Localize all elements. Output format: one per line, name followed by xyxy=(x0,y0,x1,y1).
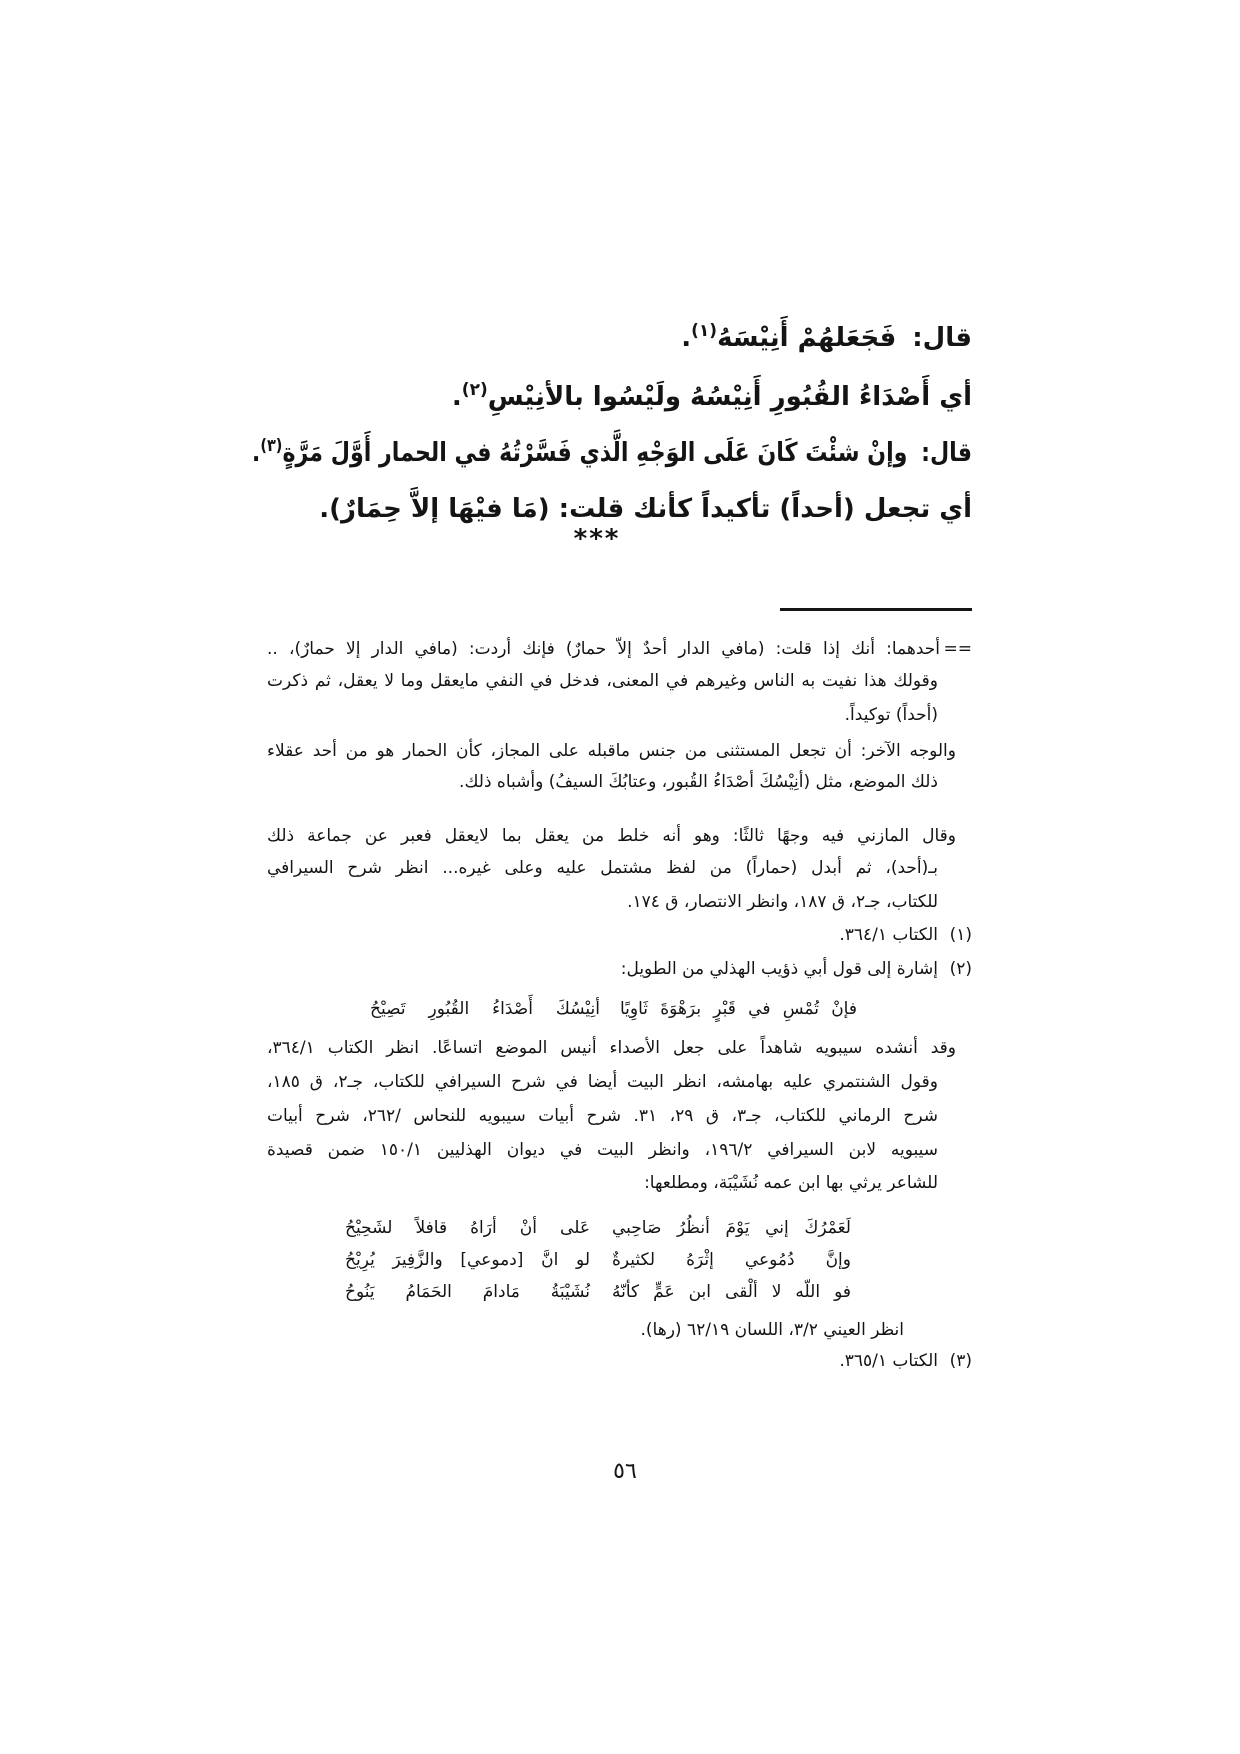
poem-hemistich: نُشَيْبَةُ مَادامَ الحَمَامُ يَنُوحُ xyxy=(345,1282,590,1302)
line-end-punct: . xyxy=(251,438,261,468)
verse-hemistich: أنِيْسُكَ أَصْدَاءُ القُبُورِ تَصِيْحُ xyxy=(370,999,600,1019)
footnote-ref: (٢) xyxy=(461,380,488,400)
main-text-line xyxy=(252,318,972,361)
footnote-line: الكتاب ٣٦٤/١. xyxy=(839,925,938,945)
footnote-line: شرح الرماني للكتاب، جـ٣، ق ٢٩، ٣١. شرح أبيات سيبويه للنحاس /٢٦٢، شرح أبيات xyxy=(267,1106,938,1126)
footnote-marker: (٣) xyxy=(949,1351,972,1371)
footnote-rule xyxy=(780,608,972,611)
footnote-marker: (١) xyxy=(949,925,972,945)
footnote-line: وقد أنشده سيبويه شاهداً على جعل الأصداء أنيس الموضع اتساعًا. انظر الكتاب ٣٦٤/١، xyxy=(267,1038,956,1058)
footnote-line: للكتاب، جـ٢، ق ١٨٧، وانظر الانتصار، ق ١٧٤. xyxy=(627,892,938,912)
main-text: وإنْ شئْتَ كَانَ عَلَى الوَجْهِ الَّذي فَسَّرْتُهُ في الحمار أَوَّلَ مَرَّةٍ xyxy=(282,438,908,468)
footnote-line: والوجه الآخر: أن تجعل المستثنى من جنس ماقبله على المجاز، كأن الحمار هو من أحد عقلاء xyxy=(267,741,956,761)
section-separator: *** xyxy=(573,524,621,554)
qala-label: قال: xyxy=(921,438,972,468)
poem-hemistich: فو اللّه لا ألْقى ابن عَمٍّ كأنّهُ xyxy=(612,1282,851,1302)
footnote-line: وقول الشنتمري عليه بهامشه، انظر البيت أيضا في شرح السيرافي للكتاب، جـ٢، ق ١٨٥، xyxy=(267,1072,938,1092)
footnote-line: وقولك هذا نفيت به الناس وغيرهم في المعنى، فدخل في النفي مايعقل وما لا يعقل، ثم ذكرت xyxy=(267,671,938,691)
poem-hemistich: لو انَّ [دموعي] والزَّفِيرَ يُرِيْحُ xyxy=(345,1250,590,1270)
footnote-continuation-mark: == xyxy=(943,639,972,659)
footnote-line: (أحداً) توكيداً. xyxy=(844,705,938,725)
footnote-line: انظر العيني ٣/٢، اللسان ٦٢/١٩ (رها). xyxy=(640,1320,904,1340)
poem-hemistich: وإنَّ دُمُوعي إثْرَهُ لكثيرةٌ xyxy=(612,1250,851,1270)
footnote-line: الكتاب ٣٦٥/١. xyxy=(839,1351,938,1371)
main-text: أي تجعل (أحداً) تأكيداً كأنك قلت: (مَا فيْهَا إلاَّ حِمَارٌ). xyxy=(319,494,972,524)
verse-hemistich: فإنْ تُمْسِ في قَبْرٍ برَهْوَةَ ثَاوِيًا xyxy=(620,999,857,1019)
footnote-line: بـ(أحد)، ثم أبدل (حماراً) من لفظ مشتمل عليه وعلى غيره... انظر شرح السيرافي xyxy=(267,858,938,878)
footnote-line: أحدهما: أنك إذا قلت: (مافي الدار أحدٌ إلاّ حمارٌ) فإنك أردت: (مافي الدار إلا حمارٌ)، .. xyxy=(267,639,940,659)
line-end-punct: . xyxy=(451,382,462,412)
footnote-line: ذلك الموضع، مثل (أنِيْسُكَ أصْدَاءُ القُبور، وعتابُكَ السيفُ) وأشباه ذلك. xyxy=(459,772,938,792)
main-text: فَجَعَلهُمْ أَنِيْسَهُ xyxy=(717,323,897,353)
footnote-marker: (٢) xyxy=(949,959,972,979)
main-text-line xyxy=(252,377,972,420)
main-text: أي أَصْدَاءُ القُبُورِ أَنِيْسُهُ ولَيْسُوا بالأنِيْسِ xyxy=(487,382,972,412)
poem-hemistich: لَعَمْرُكَ إني يَوْمَ أنظُرُ صَاحِبي xyxy=(612,1218,851,1238)
footnote-ref: (١) xyxy=(691,321,718,341)
line-end-punct: . xyxy=(681,323,692,353)
main-text-line xyxy=(252,489,972,529)
poem-hemistich: عَلى أنْ أرَاهُ قافلاً لشَحِيْحُ xyxy=(345,1218,590,1238)
footnote-line: للشاعر يرثي بها ابن عمه نُشَيْبَة، ومطلعها: xyxy=(644,1173,938,1193)
footnote-line: وقال المازني فيه وجهًا ثالثًا: وهو أنه خلط من يعقل بما لايعقل فعبر عن جماعة ذلك xyxy=(267,826,956,846)
footnote-line: إشارة إلى قول أبي ذؤيب الهذلي من الطويل: xyxy=(620,959,938,979)
main-text-line xyxy=(251,433,972,476)
page-number: ٥٦ xyxy=(613,1459,637,1484)
footnote-ref: (٣) xyxy=(260,436,283,456)
footnote-line: سيبويه لابن السيرافي ١٩٦/٢، وانظر البيت في ديوان الهذليين ١٥٠/١ ضمن قصيدة xyxy=(267,1140,939,1160)
qala-label: قال: xyxy=(912,323,972,353)
